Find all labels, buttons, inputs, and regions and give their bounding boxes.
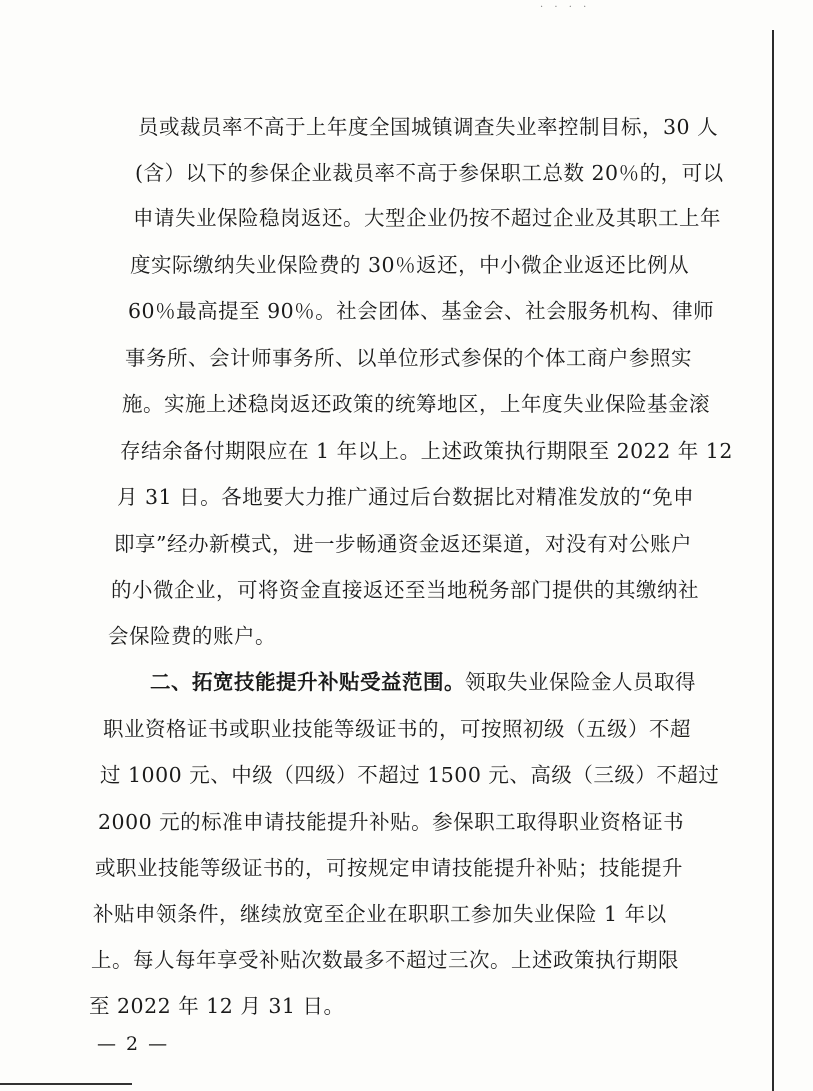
paragraph1-line-12: 会保险费的账户。 xyxy=(108,624,276,648)
paragraph2-line-5: 或职业技能等级证书的，可按规定申请技能提升补贴；技能提升 xyxy=(95,856,683,880)
paragraph1-line-2: (含）以下的参保企业裁员率不高于参保职工总数 20％的，可以 xyxy=(135,161,724,185)
paragraph2-line-3: 过 1000 元、中级（四级）不超过 1500 元、高级（三级）不超过 xyxy=(100,763,720,787)
scan-edge-line xyxy=(772,30,774,1091)
paragraph1-line-3: 申请失业保险稳岗返还。大型企业仍按不超过企业及其职工上年 xyxy=(133,206,721,230)
paragraph2-line-7: 上。每人每年享受补贴次数最多不超过三次。上述政策执行期限 xyxy=(91,948,679,972)
scan-specks: · · · · xyxy=(540,2,591,13)
paragraph2-line-1-rest: 领取失业保险金人员取得 xyxy=(465,670,696,694)
paragraph1-line-9: 月 31 日。各地要大力推广通过后台数据比对精准发放的“免申 xyxy=(117,485,695,509)
paragraph1-line-7: 施。实施上述稳岗返还政策的统筹地区，上年度失业保险基金滚 xyxy=(122,392,710,416)
section-heading: 二、拓宽技能提升补贴受益范围。 xyxy=(150,670,465,694)
paragraph1-line-5: 60％最高提至 90％。社会团体、基金会、社会服务机构、律师 xyxy=(128,299,715,323)
scan-bottom-line xyxy=(0,1083,132,1085)
paragraph1-line-11: 的小微企业，可将资金直接返还至当地税务部门提供的其缴纳社 xyxy=(111,578,699,602)
paragraph2-line-1 xyxy=(150,668,696,696)
paragraph2-line-2: 职业资格证书或职业技能等级证书的，可按照初级（五级）不超 xyxy=(103,717,691,741)
paragraph1-line-6: 事务所、会计师事务所、以单位形式参保的个体工商户参照实 xyxy=(125,346,692,370)
paragraph1-line-1: 员或裁员率不高于上年度全国城镇调查失业率控制目标，30 人 xyxy=(138,115,719,139)
paragraph2-line-8: 至 2022 年 12 月 31 日。 xyxy=(89,994,345,1018)
paragraph1-line-4: 度实际缴纳失业保险费的 30％返还，中小微企业返还比例从 xyxy=(130,253,690,277)
paragraph1-line-10: 即享”经办新模式，进一步畅通资金返还渠道，对没有对公账户 xyxy=(114,532,692,556)
paragraph1-line-8: 存结余备付期限应在 1 年以上。上述政策执行期限至 2022 年 12 xyxy=(120,439,733,463)
paragraph2-line-6: 补贴申领条件，继续放宽至企业在职职工参加失业保险 1 年以 xyxy=(93,902,667,926)
page-number: — 2 — xyxy=(97,1033,170,1055)
paragraph2-line-4: 2000 元的标准申请技能提升补贴。参保职工取得职业资格证书 xyxy=(98,810,685,834)
